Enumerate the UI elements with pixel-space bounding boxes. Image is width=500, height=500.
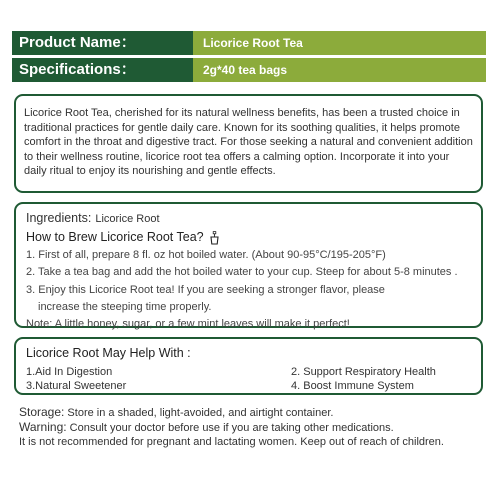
specifications-value: 2g*40 tea bags bbox=[193, 58, 486, 82]
benefit-item: 3.Natural Sweetener bbox=[26, 380, 127, 392]
storage-line bbox=[19, 405, 494, 420]
product-name-value: Licorice Root Tea bbox=[193, 31, 486, 55]
warning-label: Warning: bbox=[19, 420, 67, 434]
brew-title: How to Brew Licorice Root Tea? bbox=[26, 230, 204, 244]
tea-cup-icon bbox=[209, 231, 220, 245]
description-box bbox=[14, 94, 483, 193]
brew-step-2: 2. Take a tea bag and add the hot boiled water to your cup. Steep for about 5-8 minutes . bbox=[26, 266, 458, 279]
description-text: Licorice Root Tea, cherished for its natural wellness benefits, has been a trusted choice in traditional practices for gentle daily care. Known for its soothing qualities, it helps promote comfort in the throat and digestive tract. For those seeking a natural and convenient addition to their wellness routine, licorice root tea offers a calming option. Incorporate it into your daily ritual to enjoy its nourishing and gentle effects. bbox=[24, 107, 473, 177]
product-name-label: Product Name： bbox=[12, 31, 193, 55]
ingredients-label: Ingredients: bbox=[26, 211, 92, 225]
brew-steps bbox=[26, 247, 471, 333]
benefits-list bbox=[26, 365, 471, 393]
storage-label: Storage: bbox=[19, 405, 65, 419]
benefits-box bbox=[14, 337, 483, 395]
brewing-box bbox=[14, 202, 483, 331]
storage-text: Store in a shaded, light-avoided, and airtight container. bbox=[64, 407, 334, 419]
brew-step-1: 1. First of all, prepare 8 fl. oz hot boiled water. (About 90-95°C/195-205°F) bbox=[26, 249, 386, 261]
brew-step-3-continued: increase the steeping time properly. bbox=[38, 300, 212, 313]
specifications-bar bbox=[12, 58, 486, 82]
ingredients-value: Licorice Root bbox=[95, 213, 160, 225]
brew-heading bbox=[26, 229, 471, 246]
warning-line-2: It is not recommended for pregnant and lactating women. Keep out of reach of children. bbox=[19, 436, 444, 448]
brew-step-3: 3. Enjoy this Licorice Root tea! If you are seeking a stronger flavor, please bbox=[26, 283, 385, 296]
benefit-item: 4. Boost Immune System bbox=[291, 380, 414, 392]
specifications-label: Specifications： bbox=[12, 58, 193, 82]
benefits-title: Licorice Root May Help With : bbox=[26, 346, 191, 360]
footer-notes bbox=[19, 405, 494, 449]
benefit-item: 2. Support Respiratory Health bbox=[291, 366, 436, 378]
warning-line bbox=[19, 420, 494, 435]
ingredients-line bbox=[26, 211, 471, 227]
benefit-item: 1.Aid In Digestion bbox=[26, 366, 113, 378]
brew-note: Note: A little honey, sugar, or a few mint leaves will make it perfect! bbox=[26, 318, 350, 331]
warning-text: Consult your doctor before use if you are taking other medications. bbox=[66, 422, 394, 434]
product-name-bar bbox=[12, 31, 486, 55]
